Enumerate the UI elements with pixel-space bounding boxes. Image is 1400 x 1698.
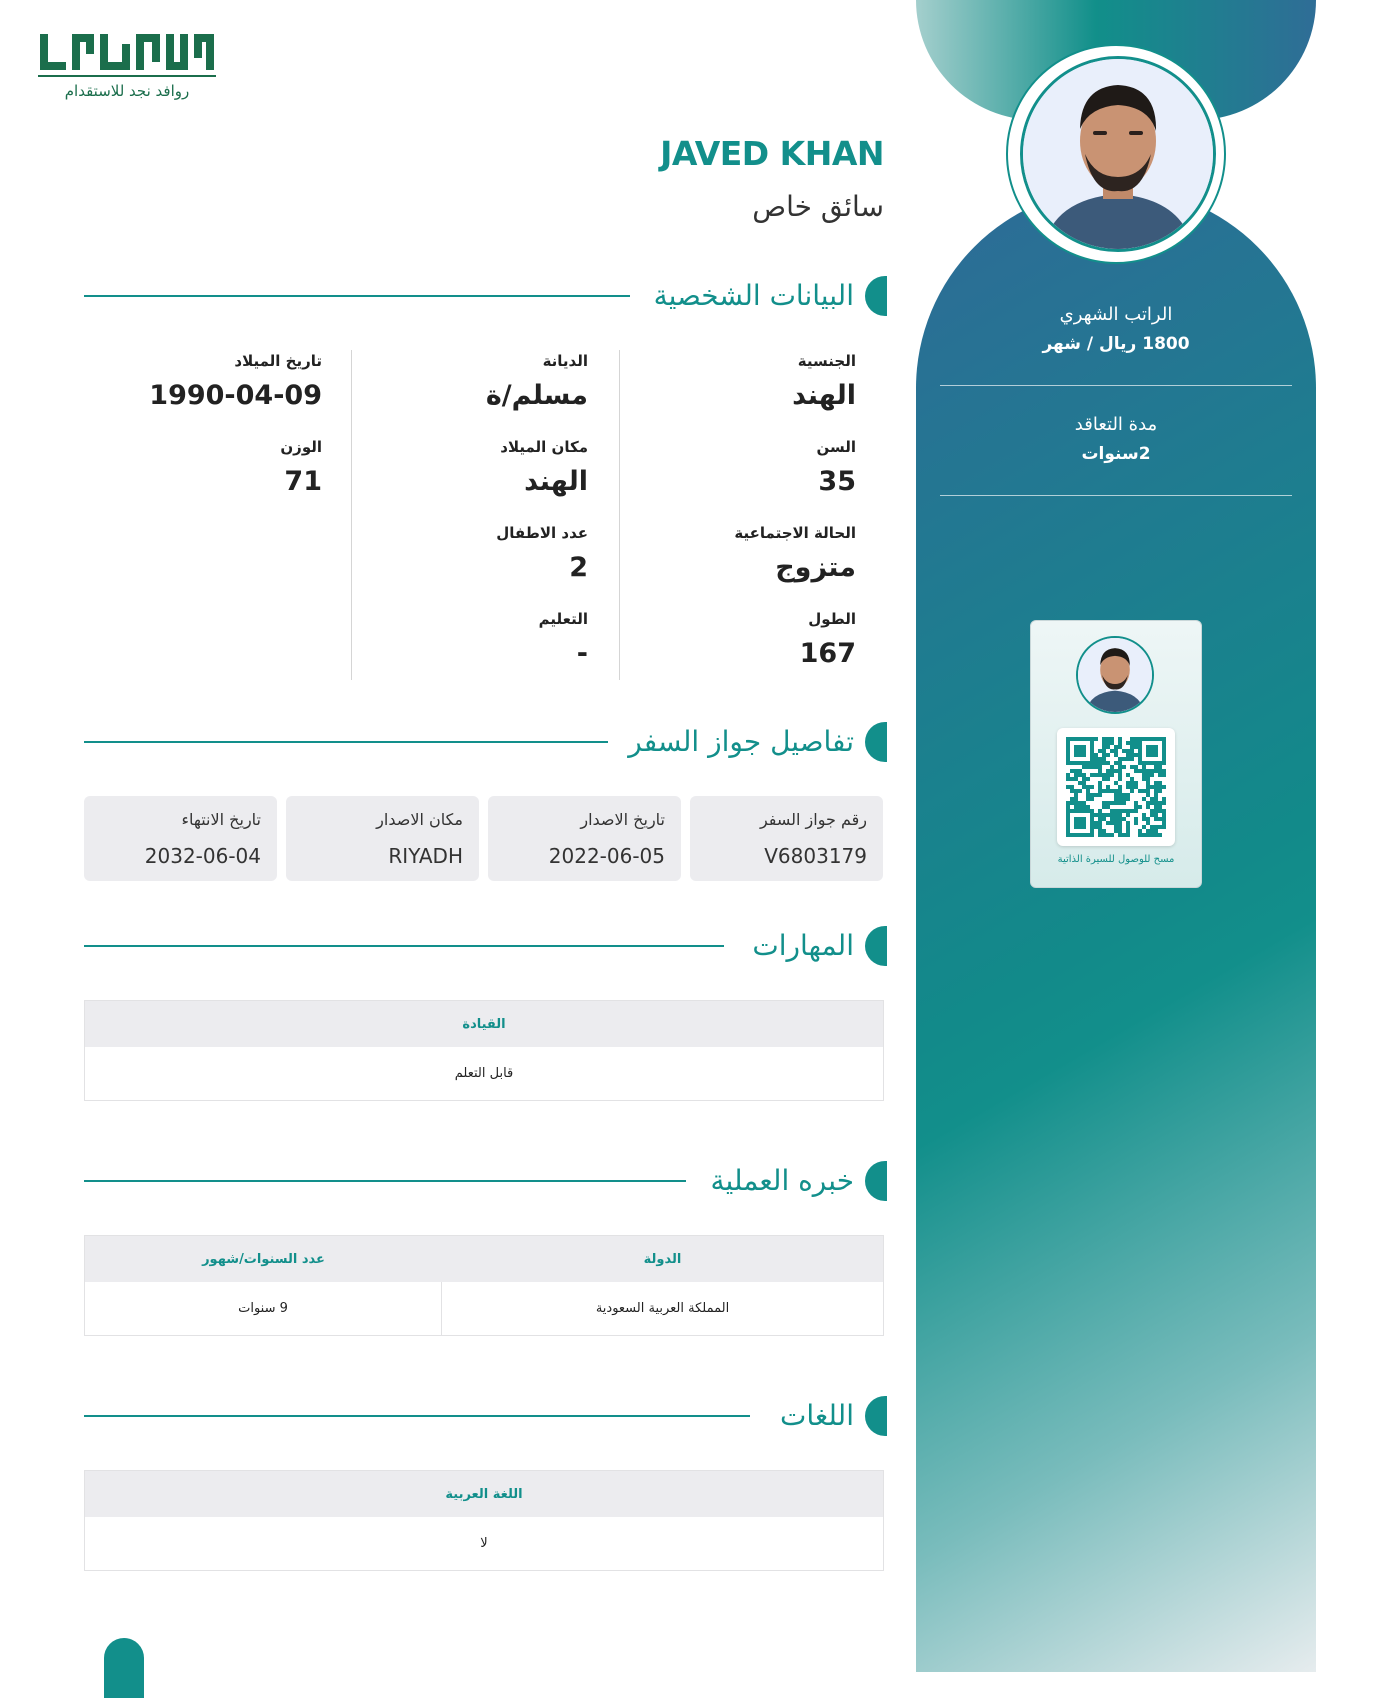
age-value: 35 — [818, 466, 856, 497]
logo-mark-icon — [38, 28, 218, 80]
logo-tagline: روافد نجد للاستقدام — [64, 82, 190, 100]
section-marker-icon — [865, 926, 887, 966]
passport-number-value: V6803179 — [764, 844, 867, 868]
experience-table — [84, 1235, 884, 1336]
language-header: اللغة العربية — [445, 1486, 523, 1502]
language-value: لا — [480, 1536, 488, 1551]
job-title: سائق خاص — [752, 190, 884, 223]
issue-place-label: مكان الاصدار — [376, 810, 463, 829]
section-marker-icon — [865, 276, 887, 316]
children-value: 2 — [569, 552, 588, 583]
section-marker-icon — [865, 722, 887, 762]
weight-label: الوزن — [280, 438, 322, 456]
company-logo — [38, 28, 218, 104]
col-years-header: عدد السنوات/شهور — [202, 1251, 325, 1267]
section-title: المهارات — [752, 929, 854, 962]
qr-code[interactable] — [1057, 728, 1175, 846]
education-value: - — [576, 638, 588, 669]
marital-label: الحالة الاجتماعية — [734, 524, 856, 542]
contract-label: مدة التعاقد — [1074, 414, 1158, 435]
section-title: اللغات — [780, 1399, 854, 1432]
sidebar-divider — [940, 385, 1292, 386]
height-label: الطول — [808, 610, 856, 628]
col-country-header: الدولة — [643, 1251, 682, 1267]
section-personal — [84, 276, 884, 316]
issue-date-value: 2022-06-05 — [548, 844, 665, 868]
dob-label: تاريخ الميلاد — [234, 352, 322, 370]
expiry-value: 2032-06-04 — [144, 844, 261, 868]
footer-decoration — [104, 1638, 144, 1698]
age-label: السن — [816, 438, 856, 456]
contract-value: 2سنوات — [1081, 444, 1151, 464]
passport-number-box — [690, 796, 883, 881]
skills-table — [84, 1000, 884, 1101]
salary-label: الراتب الشهري — [1059, 304, 1173, 325]
marital-value: متزوج — [775, 552, 856, 583]
section-title: خبره العملية — [710, 1164, 854, 1197]
expiry-label: تاريخ الانتهاء — [181, 810, 261, 829]
expiry-box — [84, 796, 277, 881]
issue-date-box — [488, 796, 681, 881]
dob-value: 1990-04-09 — [149, 380, 322, 411]
skills-value: قابل التعلم — [454, 1066, 514, 1081]
column-divider — [619, 350, 620, 680]
card-profile-photo — [1076, 636, 1154, 714]
section-skills — [84, 926, 884, 966]
section-title: البيانات الشخصية — [653, 279, 854, 312]
skills-header: القيادة — [462, 1016, 506, 1032]
issue-place-value: RIYADH — [388, 844, 463, 868]
salary-value: 1800 ريال / شهر — [1042, 334, 1190, 354]
nationality-value: الهند — [792, 380, 856, 411]
section-experience — [84, 1161, 884, 1201]
section-marker-icon — [865, 1161, 887, 1201]
section-marker-icon — [865, 1396, 887, 1436]
section-passport — [84, 722, 884, 762]
nationality-label: الجنسية — [797, 352, 856, 370]
passport-number-label: رقم جواز السفر — [759, 810, 867, 829]
years-cell: 9 سنوات — [85, 1282, 442, 1335]
education-label: التعليم — [538, 610, 588, 628]
weight-value: 71 — [284, 466, 322, 497]
religion-value: مسلم/ة — [485, 380, 588, 411]
children-label: عدد الاطفال — [496, 524, 588, 542]
qr-caption: مسح للوصول للسيرة الذاتية — [1057, 854, 1175, 865]
sidebar-divider — [940, 495, 1292, 496]
profile-photo — [1020, 56, 1216, 252]
candidate-name: JAVED KHAN — [660, 134, 884, 173]
section-title: تفاصيل جواز السفر — [628, 725, 854, 758]
issue-date-label: تاريخ الاصدار — [580, 810, 665, 829]
languages-table — [84, 1470, 884, 1571]
country-cell: المملكة العربية السعودية — [595, 1301, 730, 1316]
sidebar-panel — [916, 188, 1316, 1672]
section-languages — [84, 1396, 884, 1436]
birthplace-label: مكان الميلاد — [500, 438, 588, 456]
column-divider — [351, 350, 352, 680]
religion-label: الديانة — [542, 352, 588, 370]
height-value: 167 — [799, 638, 856, 669]
issue-place-box — [286, 796, 479, 881]
birthplace-value: الهند — [524, 466, 588, 497]
